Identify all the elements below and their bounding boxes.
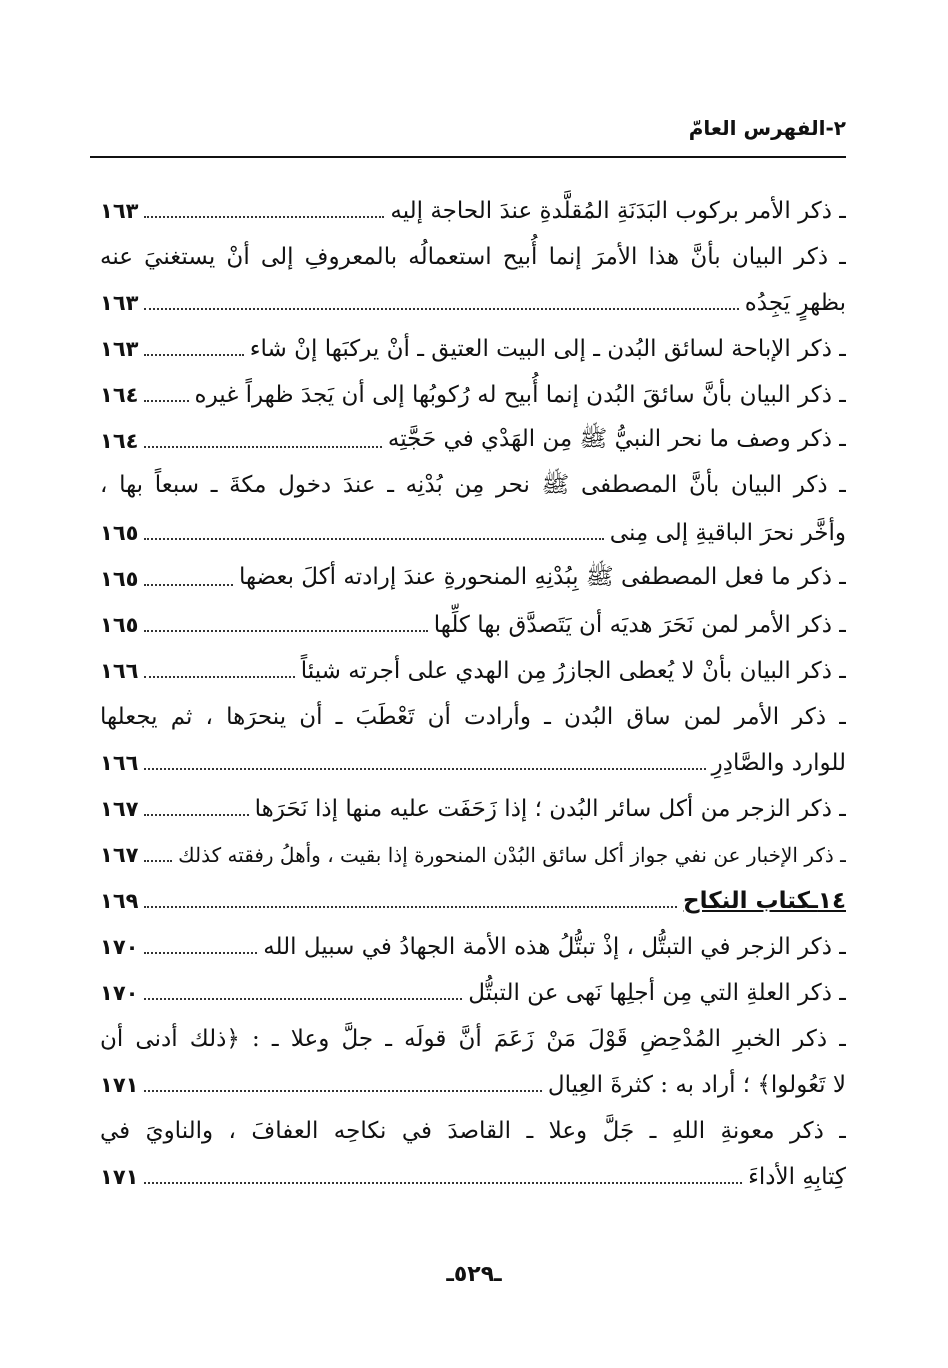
toc-entry-line xyxy=(100,234,846,280)
toc-entry-line xyxy=(100,786,846,832)
toc-entry-text: ـ ذكر الزجر في التبتُّل ، إذْ تبتُّلُ هذه الأمة الجهادُ في سبيل الله xyxy=(263,934,846,960)
toc-entry-text: ـ ذكر الإباحة لسائق البُدن ـ إلى البيت العتيق ـ أنْ يركبَها إنْ شاء xyxy=(249,336,846,362)
header-title: ٢-الفهرس العامّ xyxy=(688,116,846,140)
toc-entry xyxy=(100,832,846,878)
dot-leader xyxy=(144,400,188,402)
toc-entry xyxy=(100,188,846,234)
toc-entry xyxy=(100,602,846,648)
toc-entry xyxy=(100,326,846,372)
toc-entry-text: ـ ذكر البيان بأنَّ سائقَ البُدن إنما أُبيح له رُكوبُها إلى أن يَجدَ ظهراً غيره xyxy=(194,382,846,408)
toc-page-number: ١٦٧ xyxy=(100,843,139,867)
toc-entry-line xyxy=(100,1108,846,1154)
toc-entry-line xyxy=(100,418,846,464)
toc-page-number: ١٧١ xyxy=(100,1165,139,1189)
toc-entry-line xyxy=(100,924,846,970)
toc-entry-line xyxy=(100,326,846,372)
dot-leader xyxy=(144,630,427,632)
toc-entry xyxy=(100,786,846,832)
toc-entry-text: ـ ذكر الزجر من أكل سائر البُدن ؛ إذا زَحَفَت عليه منها إذا نَحَرَها xyxy=(254,796,846,822)
toc-entry-line xyxy=(100,878,846,924)
toc-entry xyxy=(100,694,846,786)
dot-leader xyxy=(144,1182,742,1184)
toc-entry-line xyxy=(100,648,846,694)
dot-leader xyxy=(144,1090,541,1092)
toc-entry-text: للوارد والصَّادِرِ xyxy=(711,750,846,776)
dot-leader xyxy=(144,584,232,586)
toc-page-number: ١٦٣ xyxy=(100,337,139,361)
toc-entry-text: ١٤ـكتاب النكاح xyxy=(683,888,846,914)
toc-entry-text: وأخَّر نحرَ الباقيةِ إلى مِنى xyxy=(609,520,846,546)
toc-entry-line xyxy=(100,970,846,1016)
toc-entry-line xyxy=(100,188,846,234)
toc-entry-line xyxy=(100,556,846,602)
toc-entry-line xyxy=(100,832,846,878)
toc-page-number: ١٦٣ xyxy=(100,291,139,315)
toc-entry-text: ـ ذكر الإخبار عن نفي جواز أكل سائق البُدْن المنحورة إذا بقيت ، وأهلُ رفقته كذلك xyxy=(178,843,846,867)
toc-entry xyxy=(100,372,846,418)
toc-entry-text: ـ ذكر البيان بأنْ لا يُعطى الجازرُ مِن الهدي على أجرته شيئاً xyxy=(300,658,846,684)
dot-leader xyxy=(144,216,384,218)
toc-entry-text: لا تَعُولوا﴾ ؛ أراد به : كثرةَ العِيال xyxy=(547,1072,846,1098)
page-number: ـ٥٢٩ـ xyxy=(446,1262,502,1287)
dot-leader xyxy=(144,814,248,816)
toc-section-heading xyxy=(100,878,846,924)
toc-entry-line xyxy=(100,740,846,786)
header-rule xyxy=(90,156,846,158)
toc-entry-line xyxy=(100,510,846,556)
toc-page-number: ١٦٥ xyxy=(100,567,139,591)
toc-entry-line xyxy=(100,1016,846,1062)
toc-page-number: ١٦٦ xyxy=(100,659,139,683)
dot-leader xyxy=(144,354,243,356)
toc-entry-text: ـ ذكر معونةِ اللهِ ـ جَلَّ وعلا ـ القاصدَ في نكاحِه العفافَ ، والناويَ في xyxy=(100,1118,846,1144)
toc-entry xyxy=(100,556,846,602)
toc-page-number: ١٧٠ xyxy=(100,981,139,1005)
toc-page-number: ١٦٩ xyxy=(100,889,139,913)
toc-page-number: ١٦٥ xyxy=(100,613,139,637)
table-of-contents xyxy=(100,188,846,1200)
running-header xyxy=(90,108,846,158)
dot-leader xyxy=(144,952,257,954)
toc-page-number: ١٦٤ xyxy=(100,383,139,407)
toc-entry-line xyxy=(100,602,846,648)
toc-entry-line xyxy=(100,464,846,510)
toc-entry xyxy=(100,1108,846,1200)
dot-leader xyxy=(144,538,603,540)
dot-leader xyxy=(144,308,738,310)
dot-leader xyxy=(144,860,172,862)
toc-entry xyxy=(100,464,846,556)
toc-page-number: ١٦٧ xyxy=(100,797,139,821)
dot-leader xyxy=(144,998,462,1000)
dot-leader xyxy=(144,768,705,770)
dot-leader xyxy=(144,446,381,448)
toc-entry-text: ـ ذكر الأمر لمن ساق البُدن ـ وأرادت أن تَعْطَبَ ـ أن ينحرَها ، ثم يجعلها xyxy=(100,704,846,730)
toc-page-number: ١٦٤ xyxy=(100,429,139,453)
toc-entry-text: ـ ذكر البيان بأنَّ هذا الأمرَ إنما أُبيح استعمالُه بالمعروفِ إلى أنْ يستغنيَ عنه xyxy=(100,244,846,270)
toc-entry-text: بظهرٍ يَجِدُه xyxy=(744,290,846,316)
toc-entry-line xyxy=(100,1154,846,1200)
dot-leader xyxy=(144,906,677,908)
toc-page-number: ١٦٦ xyxy=(100,751,139,775)
toc-entry xyxy=(100,970,846,1016)
toc-entry-text: ـ ذكر البيان بأنَّ المصطفى ﷺ نحر مِن بُدْنِه ـ عندَ دخول مكةَ ـ سبعاً بها ، xyxy=(100,472,846,498)
toc-entry-line xyxy=(100,280,846,326)
toc-entry-text: ـ ذكر الأمر لمن نَحَرَ هديَه أن يَتَصدَّق بها كلِّها xyxy=(433,612,846,638)
toc-entry xyxy=(100,648,846,694)
toc-entry-line xyxy=(100,694,846,740)
toc-entry-text: ـ ذكر الخبرِ المُدْحِضِ قَوْلَ مَنْ زَعَمَ أنَّ قولَه ـ جلَّ وعلا ـ : ﴿ذلك أدنى أن xyxy=(100,1026,846,1052)
toc-entry xyxy=(100,418,846,464)
toc-entry xyxy=(100,1016,846,1108)
toc-entry-text: كِتابِهِ الأداءَ xyxy=(748,1164,846,1190)
toc-entry xyxy=(100,234,846,326)
toc-entry xyxy=(100,924,846,970)
toc-entry-line xyxy=(100,1062,846,1108)
toc-entry-line xyxy=(100,372,846,418)
dot-leader xyxy=(144,676,294,678)
toc-page-number: ١٧٠ xyxy=(100,935,139,959)
toc-entry-text: ـ ذكر ما فعل المصطفى ﷺ بِبُدْنِهِ المنحورةِ عندَ إرادته أكلَ بعضها xyxy=(238,564,846,590)
toc-page-number: ١٧١ xyxy=(100,1073,139,1097)
toc-entry-text: ـ ذكر وصف ما نحر النبيُّ ﷺ مِن الهَدْي في حَجَّتِه xyxy=(387,426,846,452)
toc-entry-text: ـ ذكر العلةِ التي مِن أجلِها نَهى عن التبتُّل xyxy=(468,980,846,1006)
toc-entry-text: ـ ذكر الأمر بركوب البَدَنَةِ المُقلَّدةِ عندَ الحاجة إليه xyxy=(390,198,846,224)
toc-page-number: ١٦٥ xyxy=(100,521,139,545)
toc-page-number: ١٦٣ xyxy=(100,199,139,223)
